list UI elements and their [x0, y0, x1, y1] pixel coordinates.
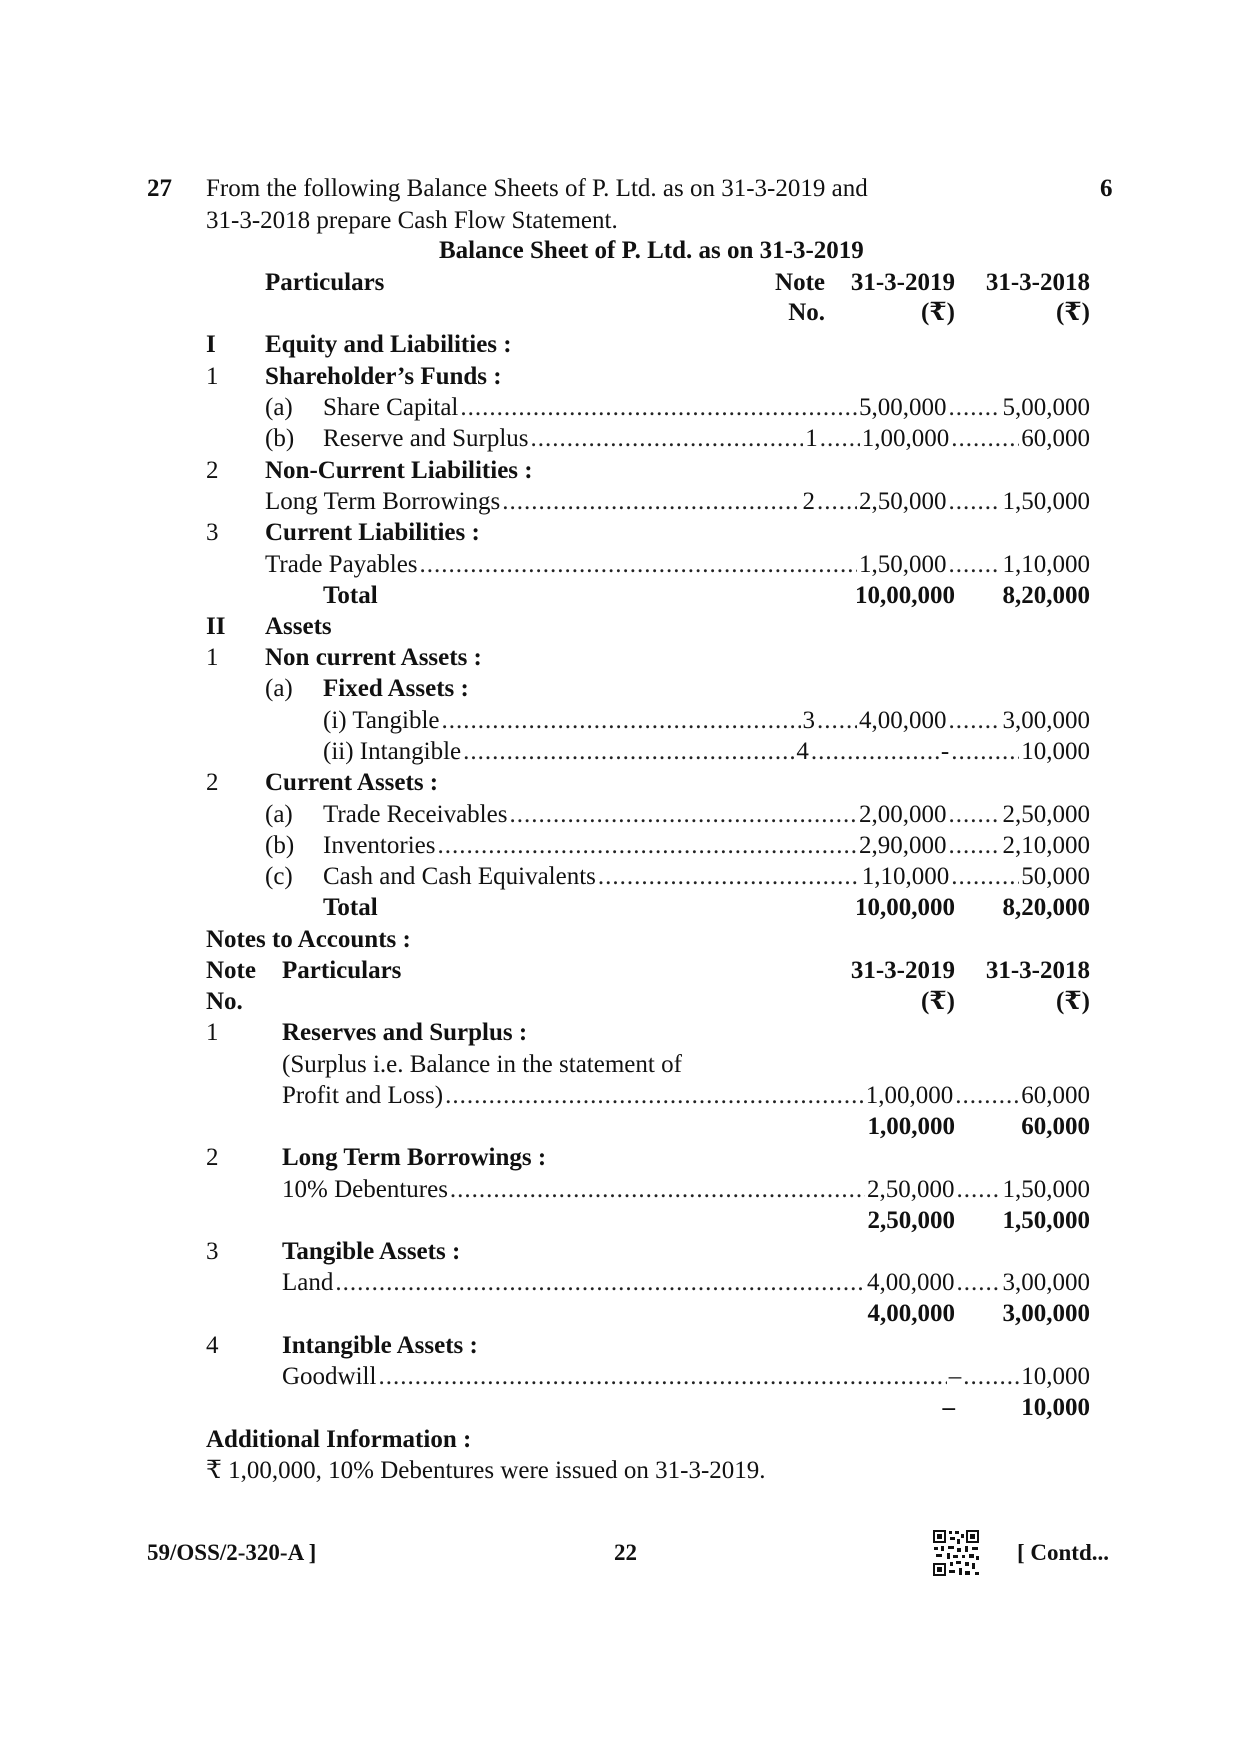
- value-2019: 4,00,000: [859, 707, 947, 734]
- value-2019: –: [948, 1363, 962, 1390]
- value-2019: 1,50,000: [859, 551, 947, 578]
- row-tag: (c): [265, 863, 293, 890]
- note-number: 2: [206, 1144, 219, 1171]
- row-label: (ii) Intangible: [323, 738, 462, 765]
- value-2019: 4,00,000: [867, 1269, 955, 1296]
- header-col-2019: 31-3-2019: [850, 269, 955, 296]
- group-number: 1: [206, 644, 219, 671]
- group-number: 2: [206, 769, 219, 796]
- note-total-2018: 3,00,000: [1002, 1300, 1090, 1327]
- additional-info-title: Additional Information :: [206, 1426, 472, 1453]
- row-label: 10% Debentures: [282, 1176, 448, 1203]
- total-label: Total: [323, 894, 378, 921]
- subgroup-title-fixed-assets: Fixed Assets :: [323, 675, 469, 702]
- group-title-current-assets: Current Assets :: [265, 769, 439, 796]
- note-number: 4: [206, 1332, 219, 1359]
- row-label: Goodwill: [282, 1363, 377, 1390]
- value-2018: 10,000: [1021, 1363, 1090, 1390]
- value-2019: -: [940, 738, 950, 765]
- note-total-2019: 2,50,000: [867, 1207, 955, 1234]
- row-tag: (a): [265, 801, 293, 828]
- question-number: 27: [147, 175, 172, 202]
- note-ref: 3: [802, 707, 815, 734]
- row-reserve-surplus: [323, 424, 1090, 454]
- note-total-2018: 1,50,000: [1002, 1207, 1090, 1234]
- note-number: 1: [206, 1019, 219, 1046]
- note-total-2019: 4,00,000: [867, 1300, 955, 1327]
- note-number: 3: [206, 1238, 219, 1265]
- value-2018: 1,50,000: [1002, 1176, 1090, 1203]
- row-trade-payables: [265, 550, 1090, 580]
- total-2018: 8,20,000: [1002, 582, 1090, 609]
- row-inventories: [323, 831, 1090, 861]
- value-2018: 2,10,000: [1002, 832, 1090, 859]
- question-text-line2: 31-3-2018 prepare Cash Flow Statement.: [206, 207, 618, 234]
- note-row-debentures: [282, 1175, 1090, 1205]
- group-title-non-current-assets: Non current Assets :: [265, 644, 482, 671]
- value-2018: 5,00,000: [1002, 394, 1090, 421]
- row-label: Profit and Loss): [282, 1082, 444, 1109]
- group-title-non-current-liabilities: Non-Current Liabilities :: [265, 457, 533, 484]
- row-share-capital: [323, 393, 1090, 423]
- value-2018: 10,000: [1021, 738, 1090, 765]
- note-ref: 1: [805, 425, 818, 452]
- notes-header-col-2018: 31-3-2018: [985, 957, 1090, 984]
- group-title-shareholders-funds: Shareholder’s Funds :: [265, 363, 502, 390]
- row-label: Long Term Borrowings: [265, 488, 501, 515]
- total-label: Total: [323, 582, 378, 609]
- value-2018: 3,00,000: [1002, 707, 1090, 734]
- value-2019: 5,00,000: [859, 394, 947, 421]
- section-title-equity: Equity and Liabilities :: [265, 331, 512, 358]
- group-title-current-liabilities: Current Liabilities :: [265, 519, 480, 546]
- row-label: Reserve and Surplus: [323, 425, 529, 452]
- value-2018: 2,50,000: [1002, 801, 1090, 828]
- additional-info-text: ₹ 1,00,000, 10% Debentures were issued on 31-3-2019.: [206, 1457, 766, 1484]
- note-title-intangible-assets: Intangible Assets :: [282, 1332, 478, 1359]
- row-label: Share Capital: [323, 394, 459, 421]
- balance-sheet-title: Balance Sheet of P. Ltd. as on 31-3-2019: [439, 237, 864, 264]
- section-roman-1: I: [206, 331, 216, 358]
- row-long-term-borrowings: [265, 487, 1090, 517]
- header-note-no: No.: [788, 299, 825, 326]
- qr-code-icon: [932, 1529, 980, 1577]
- value-2018: 60,000: [1021, 425, 1090, 452]
- note-total-2019: –: [942, 1394, 955, 1421]
- row-tag: (a): [265, 675, 293, 702]
- footer-contd: [ Contd...: [1017, 1540, 1110, 1565]
- notes-header-col-2019: 31-3-2019: [850, 957, 955, 984]
- section-roman-2: II: [206, 613, 226, 640]
- value-2019: 1,10,000: [861, 863, 950, 890]
- notes-title: Notes to Accounts :: [206, 926, 411, 953]
- note-total-2018: 10,000: [1021, 1394, 1090, 1421]
- total-2018: 8,20,000: [1002, 894, 1090, 921]
- value-2018: 60,000: [1021, 1082, 1090, 1109]
- row-tag: (a): [265, 394, 293, 421]
- row-tag: (b): [265, 832, 295, 859]
- row-label: Trade Payables: [265, 551, 418, 578]
- note-row-profit-loss: [282, 1081, 1090, 1111]
- note-row-goodwill: [282, 1362, 1090, 1392]
- value-2019: 2,50,000: [867, 1176, 955, 1203]
- notes-header-no: No.: [206, 988, 243, 1015]
- question-marks: 6: [1100, 175, 1113, 202]
- group-number: 2: [206, 457, 219, 484]
- header-unit-2019: (₹): [920, 299, 955, 326]
- value-2018: 1,10,000: [1002, 551, 1090, 578]
- row-intangible: [323, 737, 1090, 767]
- row-cash-equivalents: [323, 862, 1090, 892]
- value-2019: 1,00,000: [865, 1082, 954, 1109]
- total-2019: 10,00,000: [855, 894, 955, 921]
- section-title-assets: Assets: [265, 613, 332, 640]
- group-number: 3: [206, 519, 219, 546]
- note-ref: 4: [796, 738, 809, 765]
- row-tag: (b): [265, 425, 295, 452]
- notes-header-unit-2018: (₹): [1055, 988, 1090, 1015]
- value-2019: 2,50,000: [859, 488, 947, 515]
- footer-page-number: 22: [614, 1540, 637, 1565]
- row-label: Cash and Cash Equivalents: [323, 863, 596, 890]
- value-2018: 50,000: [1021, 863, 1090, 890]
- header-note: Note: [775, 269, 825, 296]
- note-desc: (Surplus i.e. Balance in the statement of: [282, 1051, 682, 1078]
- header-unit-2018: (₹): [1055, 299, 1090, 326]
- note-total-2018: 60,000: [1021, 1113, 1090, 1140]
- note-row-land: [282, 1268, 1090, 1298]
- value-2018: 3,00,000: [1002, 1269, 1090, 1296]
- note-ref: 2: [802, 488, 815, 515]
- question-text-line1: From the following Balance Sheets of P. Ltd. as on 31-3-2019 and: [206, 175, 868, 202]
- row-label: Inventories: [323, 832, 436, 859]
- note-title-reserves: Reserves and Surplus :: [282, 1019, 528, 1046]
- value-2019: 2,00,000: [859, 801, 947, 828]
- row-label: Trade Receivables: [323, 801, 508, 828]
- notes-header-unit-2019: (₹): [920, 988, 955, 1015]
- row-tangible: [323, 706, 1090, 736]
- note-title-long-term-borrowings: Long Term Borrowings :: [282, 1144, 547, 1171]
- note-title-tangible-assets: Tangible Assets :: [282, 1238, 461, 1265]
- footer-paper-code: 59/OSS/2-320-A ]: [147, 1540, 317, 1565]
- total-2019: 10,00,000: [855, 582, 955, 609]
- group-number: 1: [206, 363, 219, 390]
- header-particulars: Particulars: [265, 269, 385, 296]
- value-2019: 2,90,000: [859, 832, 947, 859]
- value-2019: 1,00,000: [861, 425, 950, 452]
- value-2018: 1,50,000: [1002, 488, 1090, 515]
- notes-header-note: Note: [206, 957, 256, 984]
- note-total-2019: 1,00,000: [867, 1113, 955, 1140]
- row-trade-receivables: [323, 800, 1090, 830]
- header-col-2018: 31-3-2018: [985, 269, 1090, 296]
- notes-header-particulars: Particulars: [282, 957, 402, 984]
- row-label: Land: [282, 1269, 334, 1296]
- qr-code: [932, 1529, 980, 1577]
- row-label: (i) Tangible: [323, 707, 440, 734]
